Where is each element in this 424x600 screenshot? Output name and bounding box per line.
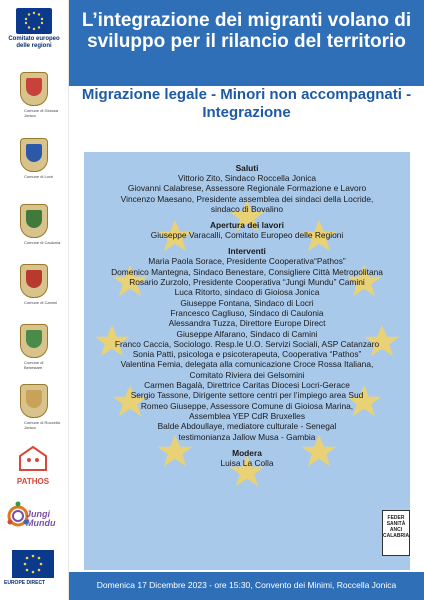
interventi-line: Franco Caccia, Sociologo. Resp.le U.O. Servizi Sociali, ASP Catanzaro <box>114 338 380 349</box>
interventi-line: Giuseppe Fontana, Sindaco di Locri <box>180 297 314 308</box>
pathos-label: PATHOS <box>16 477 50 486</box>
page-title: L’integrazione dei migranti volano di sviluppo per il rilancio del territorio <box>81 10 412 52</box>
interventi-line: Carmen Bagalà, Direttrice Caritas Diocesi Locri-Gerace <box>144 380 350 391</box>
interventi-line: Balde Abdoullaye, mediatore culturale - Senegal <box>157 421 337 432</box>
saluti-line: sindaco di Bovalino <box>210 203 284 214</box>
crest-icon <box>20 264 48 298</box>
eu-flag-icon <box>16 8 52 34</box>
comune-label: Comune di Roccella Jonica <box>24 420 60 430</box>
modera-line: Luisa La Colla <box>220 457 274 468</box>
saluti-line: Vittorio Zito, Sindaco Roccella Jonica <box>177 173 317 183</box>
saluti-line: Giovanni Calabrese, Assessore Regionale Formazione e Lavoro <box>127 183 367 194</box>
interventi-line: Romeo Giuseppe, Assessore Comune di Gioiosa Marina, <box>140 400 354 411</box>
crest-camini <box>6 264 62 305</box>
interventi-line: Francesco Cagliuso, Sindaco di Caulonia <box>170 307 324 318</box>
interventi-line: Comitato Riviera dei Gelsomini <box>189 369 305 380</box>
crest-gioiosa <box>6 72 62 118</box>
federsanita-label: FEDER SANITÀ ANCI CALABRIA <box>383 515 410 539</box>
interventi-line: Luca Ritorto, sindaco di Gioiosa Jonica <box>174 287 320 298</box>
comune-label: Comune di Camini <box>24 300 57 305</box>
interventi-line: Valentina Femia, delegata alla comunicazione Croce Rossa Italiana, <box>120 359 374 370</box>
modera-heading: Modera <box>232 447 262 458</box>
program-content <box>84 163 410 468</box>
pathos-logo <box>10 444 56 484</box>
interventi-line: Giuseppe Alfarano, Sindaco di Camini <box>176 328 318 339</box>
interventi-line: Sonia Patti, psicologa e psicoterapeuta, Cooperativa “Pathos” <box>132 349 362 360</box>
interventi-line: Maria Paola Sorace, Presidente Cooperativa“Pathos” <box>148 256 346 267</box>
apertura-line: Giuseppe Varacalli, Comitato Europeo delle Regioni <box>150 230 344 241</box>
jungi-mundu-logo <box>6 496 62 544</box>
cer-label: Comitato europeo delle regioni <box>8 36 60 49</box>
saluti-line: Vincenzo Maesano, Presidente assemblea dei sindaci della Locride, <box>120 193 374 204</box>
crest-icon <box>20 72 48 106</box>
event-date-location: Domenica 17 Dicembre 2023 - ore 15:30, Convento dei Minimi, Roccella Jonica <box>96 580 397 590</box>
crest-benestare <box>6 324 62 370</box>
crest-locri <box>6 138 62 179</box>
comune-label: Comune di Gioiosa Jonica <box>24 108 59 118</box>
apertura-heading: Apertura dei lavori <box>209 220 284 231</box>
crest-icon <box>20 324 48 358</box>
interventi-line: Rosario Zurzolo, Presidente Cooperativa “Jungi Mundu” Camini <box>129 277 365 288</box>
crest-icon <box>20 384 48 418</box>
europe-direct-flag-icon <box>12 550 54 578</box>
comune-label: Comune di Benestare <box>24 360 44 370</box>
crest-icon <box>20 138 48 172</box>
interventi-heading: Interventi <box>228 246 266 257</box>
crest-roccella <box>6 384 62 430</box>
crest-caulonia <box>6 204 62 245</box>
federsanita-logo <box>382 510 410 556</box>
europe-direct-label: EUROPE DIRECT <box>4 580 46 586</box>
interventi-line: Sergio Tassone, Dirigente settore centri per l’impiego area Sud <box>130 390 364 401</box>
page-subtitle: Migrazione legale - Minori non accompagnati - Integrazione <box>81 86 412 121</box>
comune-label: Comune di Locri <box>24 174 54 179</box>
interventi-line: Alessandra Tuzza, Direttore Europe Direct <box>168 318 326 329</box>
comune-label: Comune di Caulonia <box>24 240 61 245</box>
saluti-heading: Saluti <box>235 163 259 173</box>
interventi-line: Domenico Mantegna, Sindaco Benestare, Consigliere Città Metropolitana <box>111 266 383 277</box>
jungi-label: Jungi Mundu <box>26 509 56 528</box>
interventi-line: testimonianza Jallow Musa - Gambia <box>178 431 316 442</box>
cer-logo <box>8 8 60 50</box>
crest-icon <box>20 204 48 238</box>
interventi-line: Assemblea YEP CdR Bruxelles <box>188 410 306 421</box>
house-icon <box>10 444 56 472</box>
sidebar-logos <box>0 0 69 600</box>
